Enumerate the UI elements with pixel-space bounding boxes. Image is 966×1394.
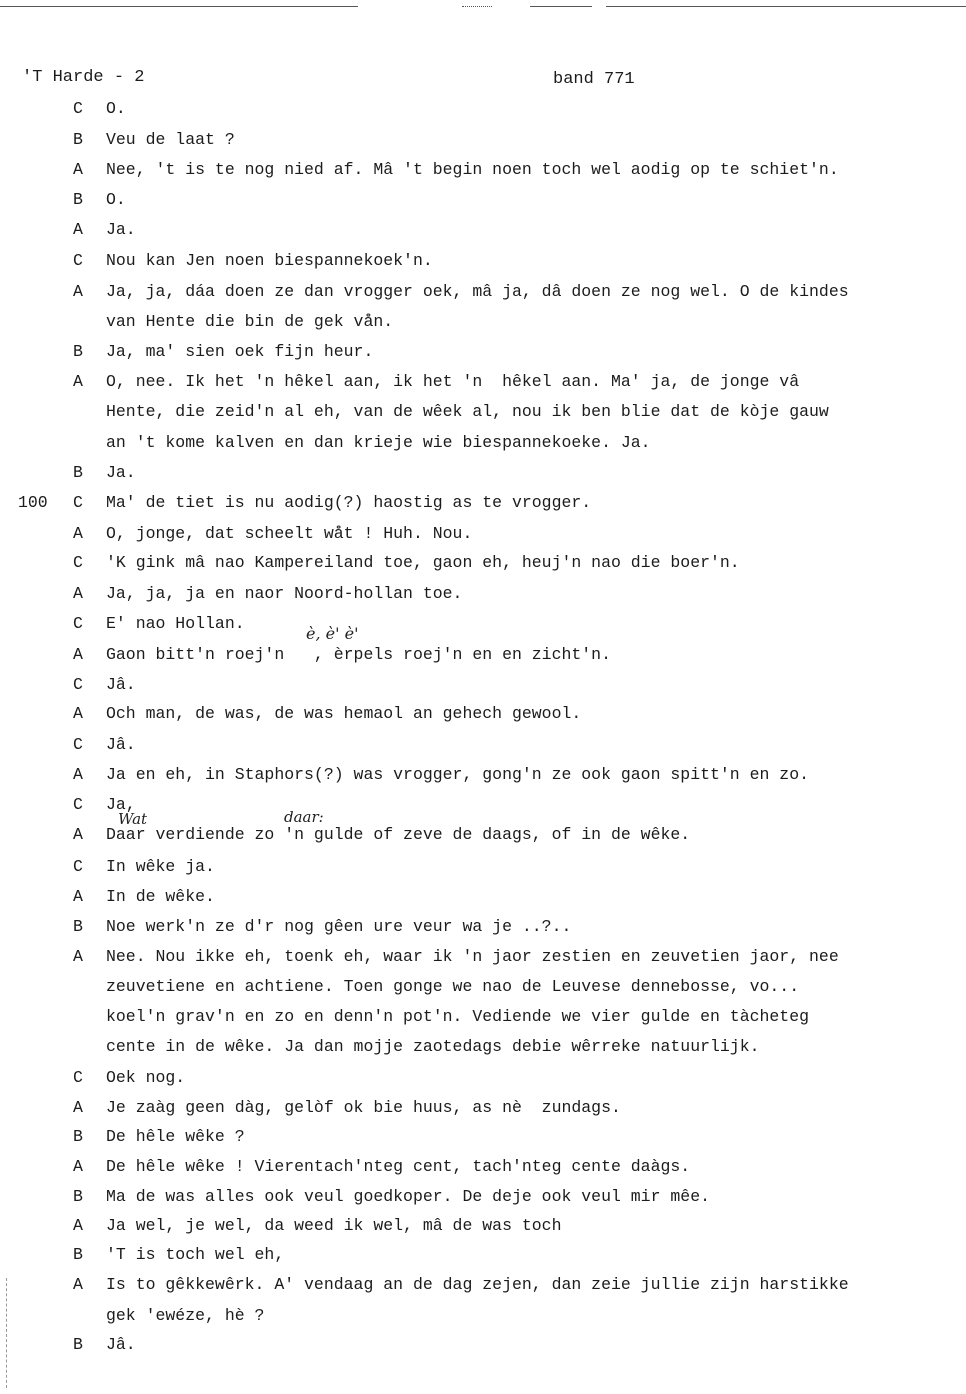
utterance-text: O, nee. Ik het 'n hêkel aan, ik het 'n hêkel aan. Ma' ja, de jonge vâ <box>106 372 800 391</box>
utterance-text: E' nao Hollan. <box>106 614 245 633</box>
line-number: 100 <box>18 493 48 512</box>
speaker-label: A <box>73 372 83 391</box>
utterance-text: Is to gêkkewêrk. A' vendaag an de dag zejen, dan zeie jullie zijn harstikke <box>106 1275 849 1294</box>
transcript-line <box>0 975 966 999</box>
utterance-text: In wêke ja. <box>106 857 215 876</box>
utterance-text: Oek nog. <box>106 1068 186 1087</box>
speaker-label: C <box>73 675 83 694</box>
transcript-line <box>0 1273 966 1297</box>
speaker-label: A <box>73 584 83 603</box>
transcript-line <box>0 400 966 424</box>
utterance-text: O. <box>106 99 126 118</box>
utterance-text: Ja, ja, ja en naor Noord-hollan toe. <box>106 584 463 603</box>
transcript-line <box>0 612 966 636</box>
transcript-line <box>0 1125 966 1149</box>
page-header-right: band 771 <box>553 70 635 89</box>
transcript-line <box>0 522 966 546</box>
transcript-line <box>0 1214 966 1238</box>
speaker-label: C <box>73 493 83 512</box>
utterance-text: koel'n grav'n en zo en denn'n pot'n. Vediende we vier gulde en tàcheteg <box>106 1007 810 1026</box>
speaker-label: C <box>73 553 83 572</box>
utterance-text: van Hente die bin de gek vån. <box>106 312 394 331</box>
speaker-label: C <box>73 614 83 633</box>
utterance-text: O, jonge, dat scheelt wåt ! Huh. Nou. <box>106 524 473 543</box>
transcript-line <box>0 1035 966 1059</box>
speaker-label: C <box>73 857 83 876</box>
page-header-left: 'T Harde - 2 <box>22 68 145 87</box>
transcript-line <box>0 128 966 152</box>
speaker-label: A <box>73 282 83 301</box>
speaker-label: A <box>73 220 83 239</box>
speaker-label: A <box>73 765 83 784</box>
transcript-line <box>0 370 966 394</box>
utterance-text: zeuvetiene en achtiene. Toen gonge we nao de Leuvese dennebosse, vo... <box>106 977 800 996</box>
speaker-label: C <box>73 1068 83 1087</box>
utterance-text: cente in de wêke. Ja dan mojje zaotedags debie wêrreke natuurlijk. <box>106 1037 760 1056</box>
transcript-line <box>0 491 966 515</box>
transcript-line <box>0 1243 966 1267</box>
utterance-text: gek 'ewéze, hè ? <box>106 1306 265 1325</box>
speaker-label: B <box>73 1127 83 1146</box>
speaker-label: B <box>73 190 83 209</box>
handwritten-daar: daar: <box>284 808 324 826</box>
utterance-text: Je zaàg geen dàg, gelòf ok bie huus, as nè zundags. <box>106 1098 621 1117</box>
transcript-line <box>0 310 966 334</box>
speaker-label: A <box>73 947 83 966</box>
utterance-text: an 't kome kalven en dan krieje wie biespannekoeke. Ja. <box>106 433 651 452</box>
speaker-label: B <box>73 130 83 149</box>
utterance-text: O. <box>106 190 126 209</box>
margin-mark <box>6 1278 7 1388</box>
speaker-label: C <box>73 251 83 270</box>
utterance-text: Ja wel, je wel, da weed ik wel, mâ de was toch <box>106 1216 562 1235</box>
speaker-label: B <box>73 342 83 361</box>
utterance-text: Hente, die zeid'n al eh, van de wêek al, nou ik ben blie dat de kòje gauw <box>106 402 829 421</box>
utterance-text: Ja. <box>106 463 136 482</box>
speaker-label: A <box>73 1098 83 1117</box>
transcript-line <box>0 702 966 726</box>
transcript-line <box>0 1333 966 1357</box>
speaker-label: B <box>73 1187 83 1206</box>
speaker-label: A <box>73 524 83 543</box>
speaker-label: B <box>73 1245 83 1264</box>
transcript-line <box>0 1096 966 1120</box>
utterance-text: Veu de laat ? <box>106 130 235 149</box>
speaker-label: A <box>73 1216 83 1235</box>
handwritten-vowels: è, è' è' <box>306 624 359 643</box>
transcript-line <box>0 855 966 879</box>
utterance-text: Ja, ma' sien oek fijn heur. <box>106 342 374 361</box>
transcript-line <box>0 551 966 575</box>
speaker-label: B <box>73 1335 83 1354</box>
speaker-label: A <box>73 645 83 664</box>
utterance-text: Ja, ja, dáa doen ze dan vrogger oek, mâ ja, dâ doen ze nog wel. O de kindes <box>106 282 849 301</box>
utterance-text: Och man, de was, de was hemaol an gehech gewool. <box>106 704 582 723</box>
speaker-label: A <box>73 1275 83 1294</box>
speaker-label: A <box>73 887 83 906</box>
transcript-line <box>0 340 966 364</box>
transcript-line <box>0 1155 966 1179</box>
utterance-text: Daar verdiende zo 'n gulde of zeve de daags, of in de wêke. <box>106 825 691 844</box>
utterance-text: Ja en eh, in Staphors(?) was vrogger, gong'n ze ook gaon spitt'n en zo. <box>106 765 810 784</box>
utterance-text: Ja. <box>106 220 136 239</box>
utterance-text: Nou kan Jen noen biespannekoek'n. <box>106 251 433 270</box>
top-rule-left <box>0 6 358 7</box>
transcript-line <box>0 763 966 787</box>
utterance-text: Ma' de tiet is nu aodig(?) haostig as te vrogger. <box>106 493 592 512</box>
transcript-line <box>0 158 966 182</box>
transcript-line <box>0 218 966 242</box>
transcript-line <box>0 431 966 455</box>
transcript-line <box>0 1005 966 1029</box>
speaker-label: A <box>73 160 83 179</box>
utterance-text: Nee, 't is te nog nied af. Mâ 't begin noen toch wel aodig op te schiet'n. <box>106 160 839 179</box>
utterance-text: De hêle wêke ? <box>106 1127 245 1146</box>
utterance-text: De hêle wêke ! Vierentach'nteg cent, tach'nteg cente daàgs. <box>106 1157 691 1176</box>
speaker-label: A <box>73 1157 83 1176</box>
utterance-text: 'K gink mâ nao Kampereiland toe, gaon eh, heuj'n nao die boer'n. <box>106 553 740 572</box>
speaker-label: C <box>73 795 83 814</box>
utterance-text: Noe werk'n ze d'r nog gêen ure veur wa je ..?.. <box>106 917 572 936</box>
utterance-text: Jâ. <box>106 735 136 754</box>
speaker-label: A <box>73 825 83 844</box>
utterance-text: Ja, <box>106 795 136 814</box>
speaker-label: A <box>73 704 83 723</box>
speaker-label: C <box>73 735 83 754</box>
utterance-text: Nee. Nou ikke eh, toenk eh, waar ik 'n jaor zestien en zeuvetien jaor, nee <box>106 947 839 966</box>
utterance-text: 'T is toch wel eh, <box>106 1245 285 1264</box>
utterance-text: Gaon bitt'n roej'n , èrpels roej'n en en zicht'n. <box>106 645 611 664</box>
top-rule-mid <box>462 6 492 7</box>
transcript-line <box>0 1185 966 1209</box>
transcript-line <box>0 945 966 969</box>
transcript-line <box>0 461 966 485</box>
transcript-line <box>0 188 966 212</box>
transcript-line <box>0 280 966 304</box>
transcript-line <box>0 733 966 757</box>
transcript-line <box>0 582 966 606</box>
utterance-text: Jâ. <box>106 1335 136 1354</box>
speaker-label: B <box>73 463 83 482</box>
transcript-line <box>0 643 966 667</box>
transcript-line <box>0 673 966 697</box>
utterance-text: Jâ. <box>106 675 136 694</box>
utterance-text: In de wêke. <box>106 887 215 906</box>
utterance-text: Ma de was alles ook veul goedkoper. De deje ook veul mir mêe. <box>106 1187 710 1206</box>
transcript-line <box>0 1066 966 1090</box>
transcript-line <box>0 1304 966 1328</box>
top-rule-right-b <box>606 6 966 7</box>
speaker-label: C <box>73 99 83 118</box>
top-rule-right-a <box>530 6 592 7</box>
transcript-line <box>0 915 966 939</box>
speaker-label: B <box>73 917 83 936</box>
transcript-line <box>0 97 966 121</box>
handwritten-wat: Wat <box>118 810 148 828</box>
transcript-line <box>0 885 966 909</box>
transcript-line <box>0 249 966 273</box>
